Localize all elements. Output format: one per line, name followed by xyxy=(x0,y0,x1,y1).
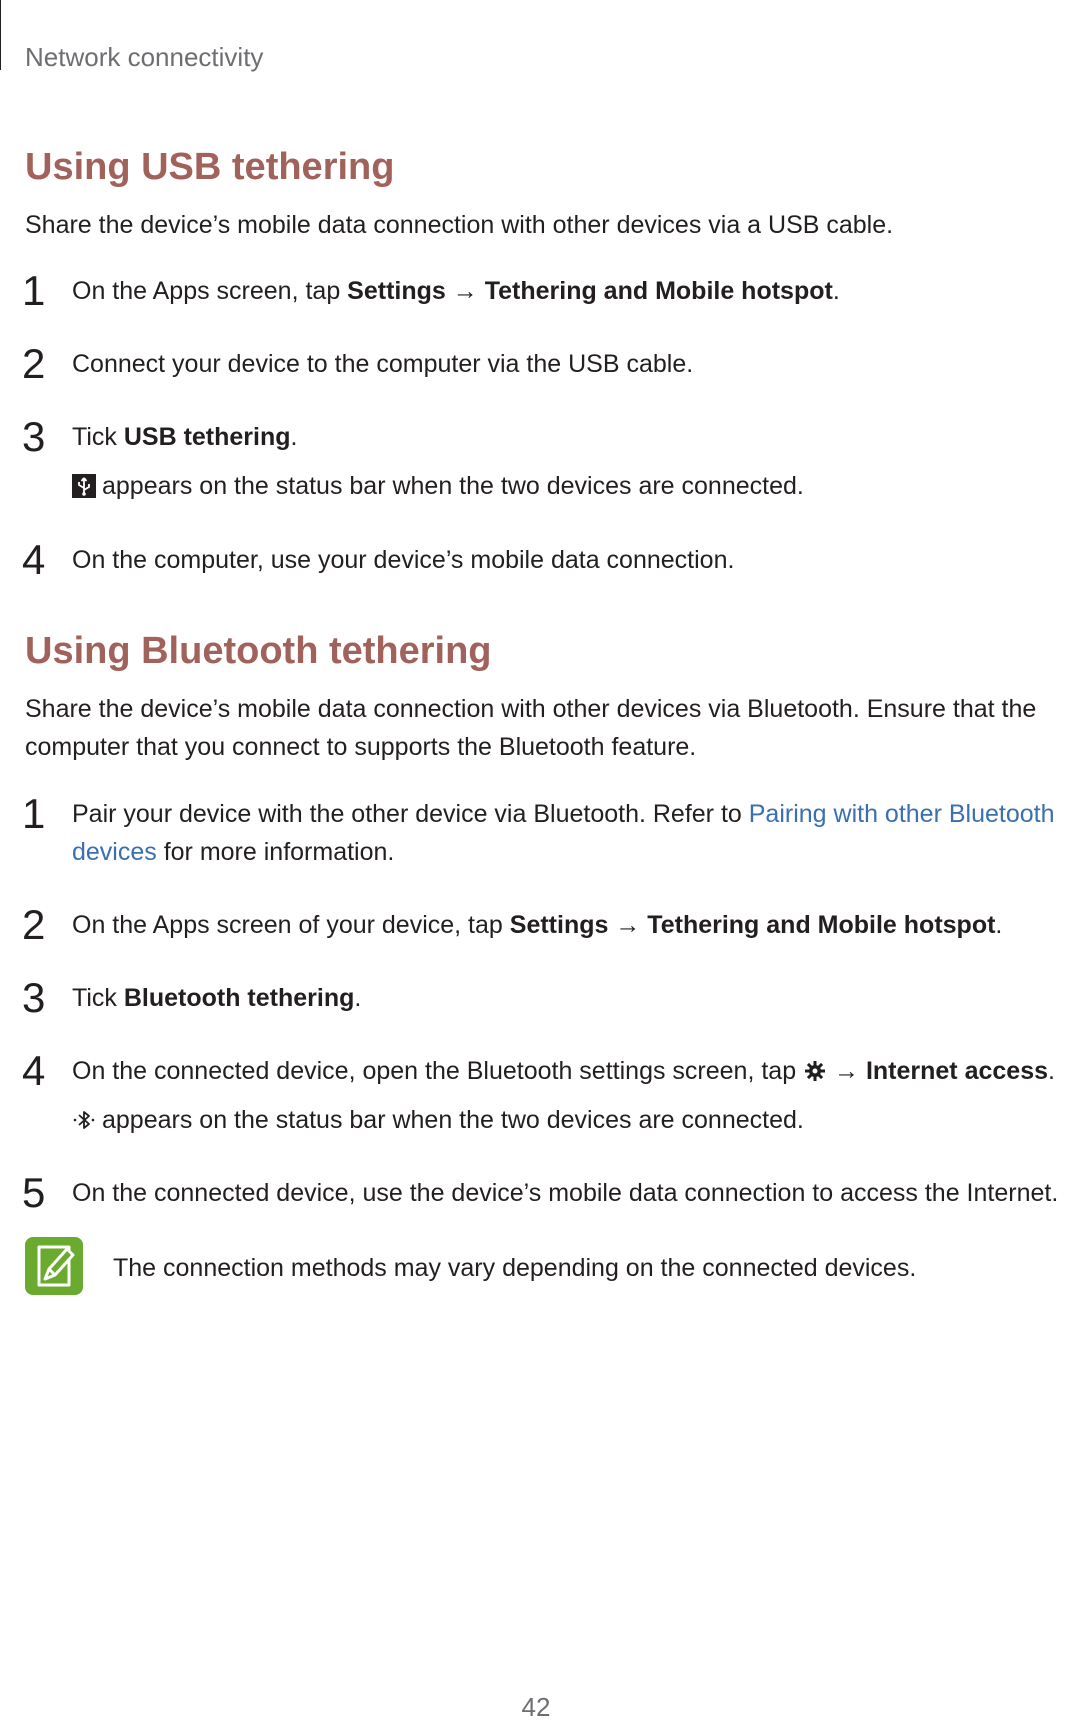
step-number: 2 xyxy=(22,340,46,387)
step-text: On the connected device, open the Bluetooth settings screen, tap → Internet access. xyxy=(72,1052,1072,1094)
usb-section-title: Using USB tethering xyxy=(25,146,395,188)
usb-tether-status-icon xyxy=(72,471,96,509)
usb-intro: Share the device’s mobile data connection with other devices via a USB cable. xyxy=(25,211,894,239)
header-rule xyxy=(0,0,1,70)
pairing-link-continued[interactable]: devices xyxy=(72,838,157,866)
bluetooth-tether-status-icon xyxy=(72,1105,96,1143)
page-number: 42 xyxy=(521,1692,551,1722)
gear-icon xyxy=(803,1056,827,1094)
pairing-link[interactable]: Pairing with other Bluetooth xyxy=(748,800,1055,828)
bluetooth-intro-line-2: computer that you connect to supports the Bluetooth feature. xyxy=(25,733,697,761)
step-text: Tick Bluetooth tethering. xyxy=(72,984,362,1012)
step-number: 1 xyxy=(22,790,46,837)
step-number: 3 xyxy=(22,974,46,1021)
step-text: On the Apps screen, tap Settings → Tethering and Mobile hotspot. xyxy=(72,277,840,305)
chapter-header: Network connectivity xyxy=(25,42,264,72)
step-text: On the computer, use your device’s mobile data connection. xyxy=(72,546,735,574)
bluetooth-intro-line-1: Share the device’s mobile data connection with other devices via Bluetooth. Ensure that the xyxy=(25,695,1037,723)
step-text: On the Apps screen of your device, tap Settings → Tethering and Mobile hotspot. xyxy=(72,911,1003,939)
step-text: Tick USB tethering. xyxy=(72,423,298,451)
step-number: 4 xyxy=(22,1047,46,1094)
step-text: Connect your device to the computer via the USB cable. xyxy=(72,350,694,378)
step-text: Pair your device with the other device via Bluetooth. Refer to Pairing with other Bluetooth devices for more information. xyxy=(72,800,1055,866)
note-icon xyxy=(25,1237,83,1295)
bluetooth-section-title: Using Bluetooth tethering xyxy=(25,630,492,672)
step-text: On the connected device, use the device’s mobile data connection to access the Internet. xyxy=(72,1179,1059,1207)
step-number: 4 xyxy=(22,536,46,583)
step-number: 5 xyxy=(22,1169,46,1216)
usb-status-note: appears on the status bar when the two devices are connected. xyxy=(72,467,804,509)
step-number: 3 xyxy=(22,413,46,460)
bluetooth-status-note: appears on the status bar when the two devices are connected. xyxy=(72,1101,804,1143)
step-number: 1 xyxy=(22,267,46,314)
note-text: The connection methods may vary depending on the connected devices. xyxy=(113,1254,917,1282)
step-number: 2 xyxy=(22,901,46,948)
